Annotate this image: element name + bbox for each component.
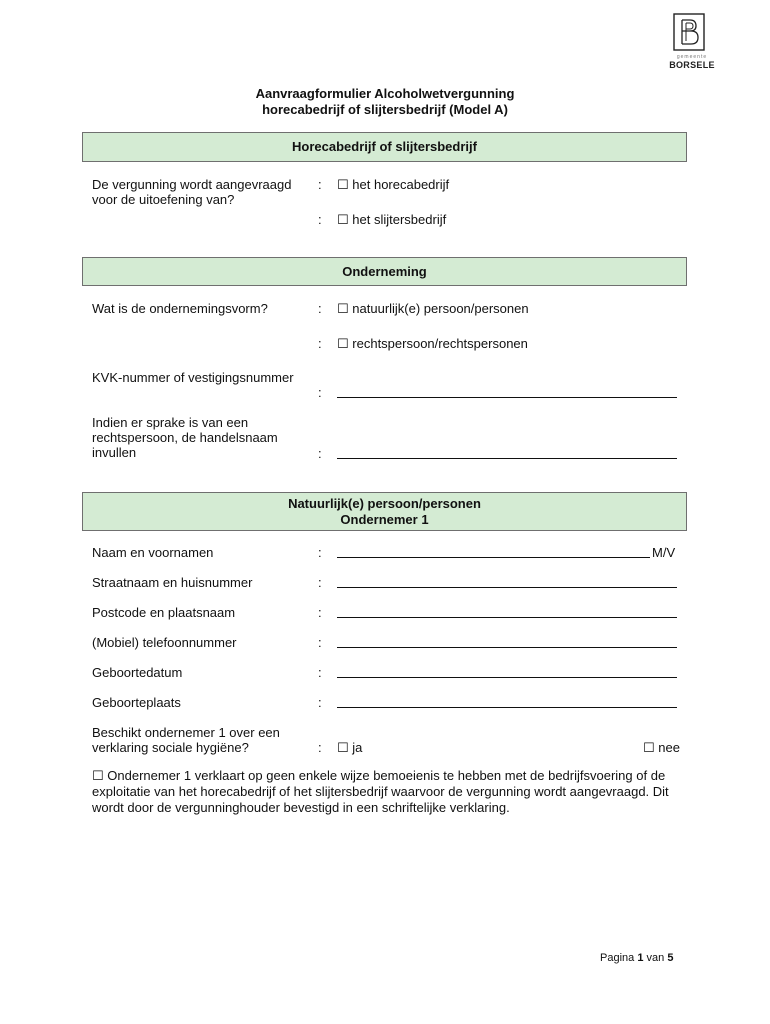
page-current: 1 — [637, 952, 644, 964]
geboorteplaats-label: Geboorteplaats — [92, 695, 181, 710]
page-number — [600, 952, 673, 964]
checkbox-icon[interactable]: ☐ — [337, 177, 349, 192]
option-label: rechtspersoon/rechtspersonen — [352, 336, 528, 351]
geboortedatum-input[interactable] — [337, 677, 677, 678]
colon: : — [318, 575, 322, 590]
postcode-label: Postcode en plaatsnaam — [92, 605, 236, 620]
colon: : — [318, 665, 322, 680]
kvk-input[interactable] — [337, 397, 677, 398]
straat-input[interactable] — [337, 587, 677, 588]
declaration[interactable] — [92, 768, 692, 816]
logo-name: BORSELE — [669, 60, 715, 70]
option-label: ja — [352, 740, 363, 755]
section-title: Natuurlijk(e) persoon/personen — [288, 495, 481, 511]
option-horecabedrijf[interactable] — [337, 177, 449, 192]
colon: : — [318, 446, 322, 461]
checkbox-icon[interactable]: ☐ — [337, 336, 349, 351]
straat-label: Straatnaam en huisnummer — [92, 575, 253, 590]
colon: : — [318, 177, 322, 192]
page-prefix: Pagina — [600, 952, 635, 964]
logo-tagline: gemeente — [676, 54, 708, 60]
section-header-natuurlijk — [82, 492, 687, 531]
colon: : — [318, 740, 322, 755]
colon: : — [318, 695, 322, 710]
option-ja[interactable] — [337, 740, 362, 755]
handelsnaam-input[interactable] — [337, 458, 677, 459]
option-slijtersbedrijf[interactable] — [337, 212, 446, 227]
section-subtitle: Ondernemer 1 — [340, 511, 429, 527]
title-line-2: horecabedrijf of slijtersbedrijf (Model A) — [262, 102, 508, 117]
colon: : — [318, 385, 322, 400]
title-line-1: Aanvraagformulier Alcoholwetvergunning — [255, 86, 515, 101]
colon: : — [318, 545, 322, 560]
gender-mv[interactable]: M/V — [652, 545, 676, 560]
checkbox-icon[interactable]: ☐ — [337, 212, 349, 227]
municipality-logo — [668, 12, 716, 70]
colon: : — [318, 336, 322, 351]
naam-input[interactable] — [337, 557, 650, 558]
section-header-onderneming — [82, 257, 687, 286]
borsele-b-icon — [668, 12, 716, 52]
telefoon-label: (Mobiel) telefoonnummer — [92, 635, 237, 650]
hygiene-question: Beschikt ondernemer 1 over een verklaring sociale hygiëne? — [92, 725, 280, 755]
kvk-label: KVK-nummer of vestigingsnummer — [92, 370, 294, 385]
option-nee[interactable] — [643, 740, 680, 755]
section-title: Onderneming — [342, 263, 427, 279]
colon: : — [318, 635, 322, 650]
section-header-horeca — [82, 132, 687, 162]
option-label: natuurlijk(e) persoon/personen — [352, 301, 529, 316]
checkbox-icon[interactable]: ☐ — [643, 740, 655, 755]
option-label: het horecabedrijf — [352, 177, 450, 192]
option-label: nee — [658, 740, 680, 755]
page-total: 5 — [667, 952, 674, 964]
option-natuurlijk-persoon[interactable] — [337, 301, 529, 316]
geboorteplaats-input[interactable] — [337, 707, 677, 708]
purpose-question: De vergunning wordt aangevraagd voor de uitoefening van? — [92, 177, 292, 207]
colon: : — [318, 605, 322, 620]
section-title: Horecabedrijf of slijtersbedrijf — [292, 139, 477, 154]
declaration-text: Ondernemer 1 verklaart op geen enkele wijze bemoeienis te hebben met de bedrijfsvoering of de exploitatie van het horecabedrijf of het slijtersbedrijf waarvoor de vergunning wordt aangevraagd. Dit wordt door de vergunninghouder bevestigd in een schriftelijke verklaring. — [92, 768, 669, 815]
checkbox-icon[interactable]: ☐ — [92, 768, 104, 783]
option-label: het slijtersbedrijf — [352, 212, 447, 227]
checkbox-icon[interactable]: ☐ — [337, 301, 349, 316]
telefoon-input[interactable] — [337, 647, 677, 648]
vorm-question: Wat is de ondernemingsvorm? — [92, 301, 268, 316]
handelsnaam-label: Indien er sprake is van een rechtspersoon, de handelsnaam invullen — [92, 415, 278, 460]
naam-label: Naam en voornamen — [92, 545, 214, 560]
page-title — [0, 86, 770, 118]
postcode-input[interactable] — [337, 617, 677, 618]
colon: : — [318, 301, 322, 316]
checkbox-icon[interactable]: ☐ — [337, 740, 349, 755]
option-rechtspersoon[interactable] — [337, 336, 528, 351]
geboortedatum-label: Geboortedatum — [92, 665, 183, 680]
page-middle: van — [646, 952, 665, 964]
colon: : — [318, 212, 322, 227]
